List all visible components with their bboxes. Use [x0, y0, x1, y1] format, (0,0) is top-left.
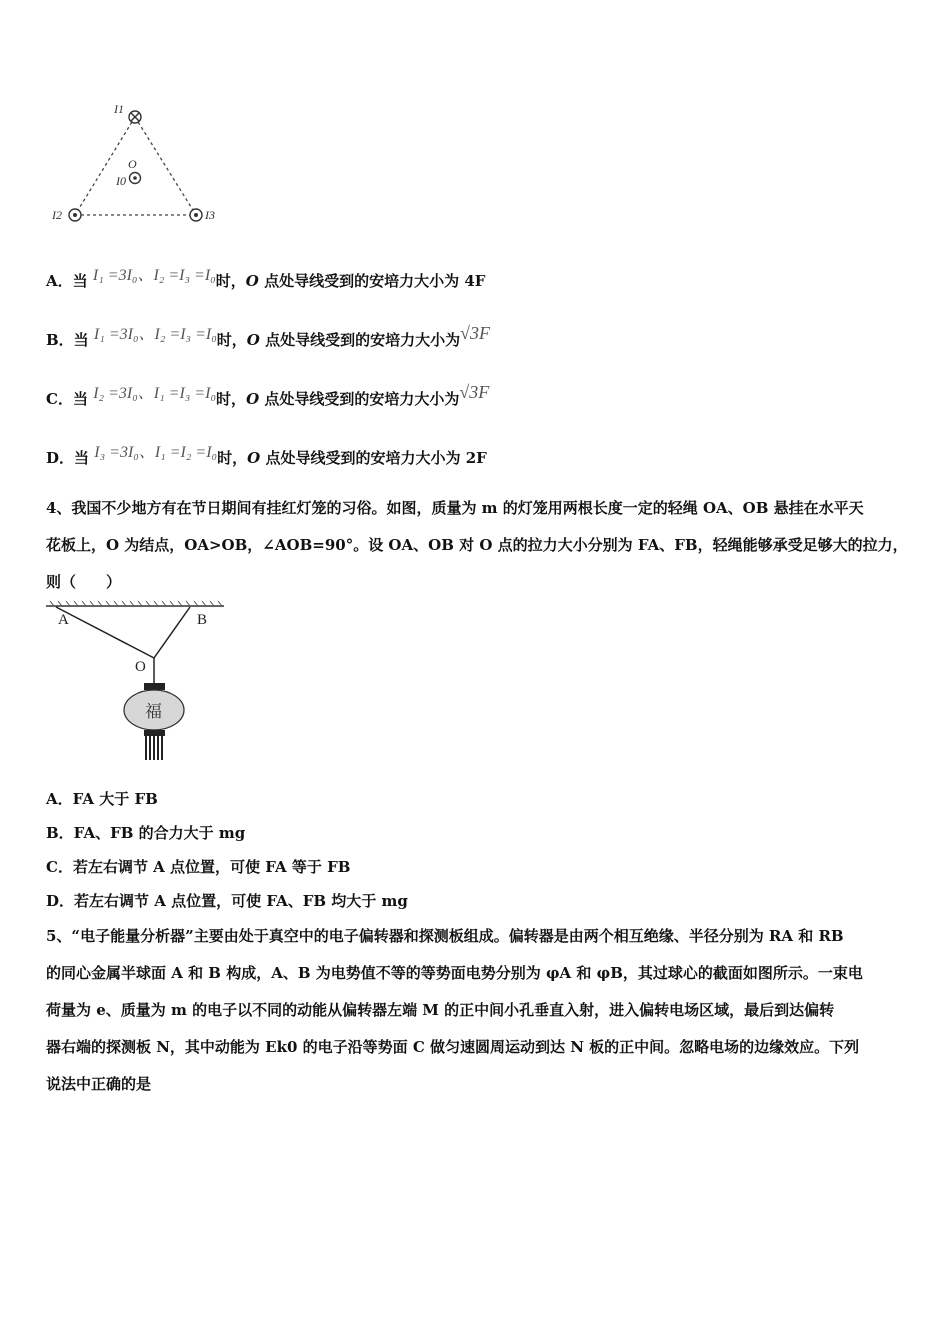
label-o: O [128, 157, 137, 171]
label-i0: I0 [116, 174, 126, 188]
q5-stem-line-3: 荷量为 e、质量为 m 的电子以不同的动能从偏转器左端 M 的正中间小孔垂直入射，进入偏转电场区域，最后到达偏转 [46, 1001, 835, 1019]
q3-option-d-formula: I₃ =3I₀、I₁ =I₂ =I₀ [94, 444, 218, 461]
q4-option-a: A．FA 大于 FB [46, 790, 158, 808]
q3-option-a-value: 4F [464, 272, 486, 290]
label-i3: I3 [205, 208, 215, 222]
q4-option-b: B．FA、FB 的合力大于 mg [46, 824, 246, 842]
q3-option-c-value: √3F [459, 382, 490, 402]
lantern-character: 福 [145, 702, 162, 721]
q5-stem-line-2: 的同心金属半球面 A 和 B 构成，A、B 为电势值不等的等势面电势分别为 φA 和 φB，其过球心的截面如图所示。一束电 [46, 964, 863, 982]
triangle-wires-figure [40, 95, 230, 230]
q5-stem-line-5: 说法中正确的是 [46, 1075, 152, 1093]
rope-ob [154, 607, 190, 658]
q3-option-d-value: 2F [465, 449, 487, 467]
q3-option-c-formula: I₂ =3I₀、I₁ =I₃ =I₀ [93, 385, 217, 402]
wire-i3-dot-icon [190, 209, 202, 221]
wire-i1-cross-icon [129, 111, 141, 123]
label-b: B [197, 612, 208, 628]
wire-i2-dot-icon [69, 209, 81, 221]
label-o-knot: O [135, 659, 146, 675]
wire-i0-dot-icon [130, 173, 141, 184]
q3-option-b: B．当 I₁ =3I₀、I₂ =I₃ =I₀时，O 点处导线受到的安培力大小为√3F [46, 323, 490, 349]
label-i1: I1 [114, 102, 124, 116]
q3-option-b-value: √3F [460, 323, 490, 343]
q4-stem-line-3: 则（ ） [46, 573, 122, 591]
q3-option-c: C．当 I₂ =3I₀、I₁ =I₃ =I₀时，O 点处导线受到的安培力大小为√3F [46, 382, 490, 408]
q4-stem-line-2: 花板上，O 为结点，OA>OB，∠AOB=90°。设 OA、OB 对 O 点的拉力大小分别为 FA、FB，轻绳能够承受足够大的拉力， [46, 536, 908, 554]
q4-option-d: D．若左右调节 A 点位置，可使 FA、FB 均大于 mg [46, 892, 408, 910]
q5-stem-line-4: 器右端的探测板 N，其中动能为 Ek0 的电子沿等势面 C 做匀速圆周运动到达 N 板的正中间。忽略电场的边缘效应。下列 [46, 1038, 860, 1056]
q5-stem-line-1: 5、“电子能量分析器”主要由处于真空中的电子偏转器和探测板组成。偏转器是由两个相互绝缘、半径分别为 RA 和 RB [46, 927, 844, 945]
q4-stem-line-1: 4、我国不少地方有在节日期间有挂红灯笼的习俗。如图，质量为 m 的灯笼用两根长度一定的轻绳 OA、OB 悬挂在水平天 [46, 499, 864, 517]
q3-option-a: A．当 I₁ =3I₀、I₂ =I₃ =I₀时，O 点处导线受到的安培力大小为 4F [46, 267, 486, 290]
label-a: A [58, 612, 69, 628]
lantern-figure [40, 598, 240, 768]
q4-option-c: C．若左右调节 A 点位置，可使 FA 等于 FB [46, 858, 351, 876]
q3-option-d: D．当 I₃ =3I₀、I₁ =I₂ =I₀时，O 点处导线受到的安培力大小为 2F [46, 444, 487, 467]
label-i2: I2 [52, 208, 62, 222]
q3-option-a-formula: I₁ =3I₀、I₂ =I₃ =I₀ [92, 267, 216, 284]
rope-oa [56, 607, 154, 658]
q3-option-b-formula: I₁ =3I₀、I₂ =I₃ =I₀ [93, 326, 217, 343]
